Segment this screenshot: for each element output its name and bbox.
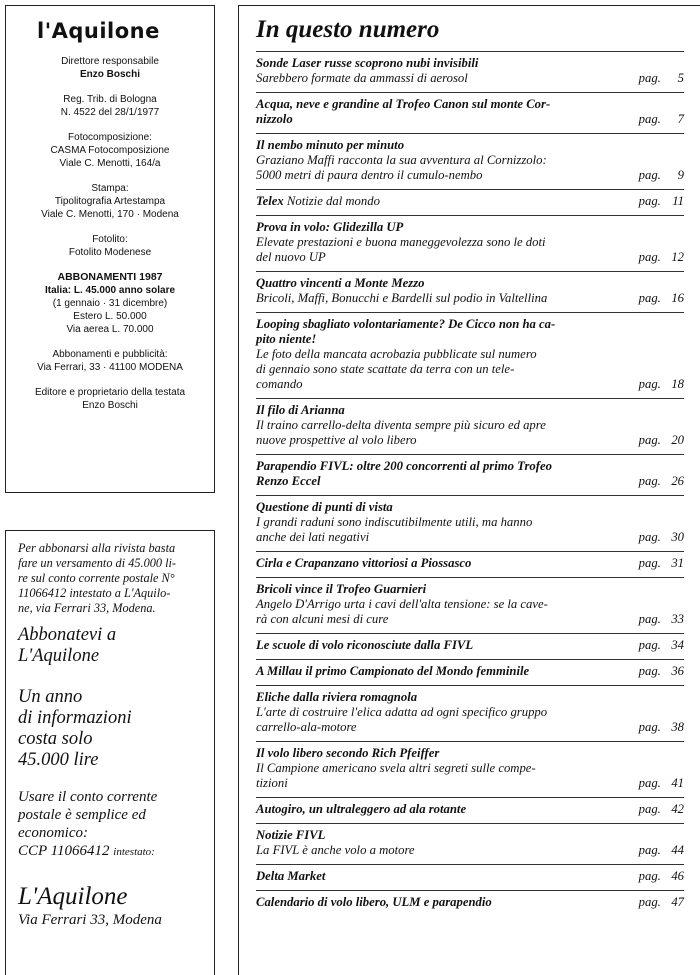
registration-line: N. 4522 del 28/1/1977 [60,107,160,118]
ad-ccp-line [18,842,214,861]
toc-entry-title: Il nembo minuto per minuto [256,138,405,152]
toc-entry-text [256,56,612,86]
registration-block [6,93,214,119]
toc-entry-line [256,433,612,448]
toc-entry-line [256,153,612,168]
contact-line: Abbonamenti e pubblicità: [52,349,168,360]
toc-page-number: 12 [671,250,684,264]
ad-ccp-suffix: intestato: [113,846,155,858]
toc-page-number: 44 [671,843,684,857]
toc-entry-text [256,317,612,392]
toc-entry-line [256,56,612,71]
toc-entry-text [256,556,612,571]
toc-entry-title: Notizie FIVL [256,828,326,842]
printing-line: Stampa: [91,183,129,194]
toc-entry-title: Questione di punti di vista [256,500,393,514]
toc-page-number: 26 [671,474,684,488]
toc-entry-title: A Millau il primo Campionato del Mondo femminile [256,664,530,678]
toc-entry-description: Sarebbero formate da ammassi di aerosol [256,71,468,85]
toc-page-number: 36 [671,664,684,678]
toc-entry-description: La FIVL è anche volo a motore [256,843,415,857]
toc-entry-description: rà con alcuni mesi di cure [256,612,389,626]
toc-entry-description: Angelo D'Arrigo urta i cavi dell'alta tensione: se la cave- [256,597,548,611]
toc-entry-line [256,664,612,679]
typesetting-line: CASMA Fotocomposizione [50,145,170,156]
toc-entry-description: Il traino carrello-delta diventa sempre più sicuro ed apre [256,418,546,432]
toc-entry-title: Sonde Laser russe scoprono nubi invisibili [256,56,479,70]
toc-entry-description: 5000 metri di paura dentro il cumulo-nembo [256,168,483,182]
toc-entry-line [256,220,612,235]
toc-entry[interactable] [256,659,684,685]
toc-entry-line [256,291,612,306]
toc-entry-title: Quattro vincenti a Monte Mezzo [256,276,425,290]
toc-entry-title: nizzolo [256,112,293,126]
toc-page-number: 20 [671,433,684,447]
toc-entry-description: anche dei lati negativi [256,530,370,544]
toc-page-ref [639,377,684,392]
typesetting-block [6,131,214,170]
toc-entry-line [256,746,612,761]
toc-entry-line [256,843,612,858]
toc-entry[interactable] [256,271,684,312]
toc-entry-line [256,347,612,362]
owner-block [6,386,214,412]
toc-entry[interactable] [256,133,684,189]
toc-page-prefix: pag. [638,377,661,391]
toc-page-prefix: pag. [638,433,661,447]
printing-line: Tipolitografia Artestampa [54,196,166,207]
toc-entry-title: Calendario di volo libero, ULM e parapendio [256,895,492,909]
toc-entry-line [256,515,612,530]
toc-entry[interactable] [256,551,684,577]
toc-page-number: 33 [671,612,684,626]
toc-entry-line [256,597,612,612]
toc-list [256,51,700,916]
toc-entry-title: Acqua, neve e grandine al Trofeo Canon sul monte Cor- [256,97,551,111]
toc-entry-line [256,556,612,571]
toc-entry-description: del nuovo UP [256,250,326,264]
ad-intro-line: Per abbonarsi alla rivista basta [18,541,176,555]
toc-entry-line [256,250,612,265]
toc-page-ref [639,612,684,627]
toc-entry-title: Le scuole di volo riconosciute dalla FIVL [256,638,474,652]
director-label: Direttore responsabile [61,56,159,67]
toc-entry-line [256,776,612,791]
toc-entry-line [256,612,612,627]
toc-entry-text [256,138,612,183]
subscription-ad-box [5,530,215,975]
photolitho-line: Fotolito: [92,234,128,245]
toc-entry[interactable] [256,454,684,495]
toc-entry-line [256,720,612,735]
toc-entry-line [256,362,612,377]
ad-intro-line: fare un versamento di 45.000 li- [18,556,177,570]
toc-entry-title: Telex [256,194,284,208]
toc-page-number: 18 [671,377,684,391]
toc-entry-description: Notizie dal mondo [283,194,380,208]
subscriptions-heading: ABBONAMENTI 1987 [57,271,163,283]
toc-entry[interactable] [256,685,684,741]
toc-entry-title: Delta Market [256,869,326,883]
toc-entry-description: L'arte di costruire l'elica adatta ad ogni specifico gruppo [256,705,548,719]
toc-entry-line [256,530,612,545]
toc-entry-line [256,138,612,153]
toc-entry-line [256,112,612,127]
toc-page-ref [639,474,684,489]
subscriptions-period: (1 gennaio · 31 dicembre) [52,298,168,309]
toc-page-prefix: pag. [638,168,661,182]
toc-entry-text [256,828,612,858]
toc-page-ref [639,112,684,127]
toc-entry-line [256,690,612,705]
toc-page-ref [639,776,684,791]
printing-block [6,182,214,221]
ad-use-line: Usare il conto corrente [18,789,158,805]
toc-entry-title: Il filo di Arianna [256,403,345,417]
subscriptions-block [6,271,214,336]
ad-intro [18,541,214,616]
toc-entry-line [256,705,612,720]
toc-page-number: 38 [671,720,684,734]
toc-page-ref [639,638,684,653]
ad-cta-line: Abbonatevi a [18,625,117,645]
toc-page-ref [639,802,684,817]
toc-page-prefix: pag. [638,895,661,909]
ad-use-line: postale è semplice ed [18,807,146,823]
toc-entry-title: Autogiro, un ultraleggero ad ala rotante [256,802,467,816]
toc-entry-title: Looping sbagliato volontariamente? De Cicco non ha ca- [256,317,556,331]
toc-page-number: 47 [671,895,684,909]
toc-entry-text [256,97,612,127]
contact-line: Via Ferrari, 33 · 41100 MODENA [37,362,183,373]
toc-page-prefix: pag. [638,291,661,305]
toc-page-prefix: pag. [638,664,661,678]
toc-entry-title: Il volo libero secondo Rich Pfeiffer [256,746,440,760]
toc-page-ref [639,664,684,679]
toc-page-number: 34 [671,638,684,652]
toc-entry-line [256,638,612,653]
toc-entry-title: Bricoli vince il Trofeo Guarnieri [256,582,427,596]
subscriptions-airmail: Via aerea L. 70.000 [66,324,154,335]
toc-entry[interactable] [256,741,684,797]
toc-page-ref [639,895,684,910]
toc-page-number: 7 [677,112,684,126]
toc-page-prefix: pag. [638,474,661,488]
toc-entry-line [256,761,612,776]
toc-entry-title: Eliche dalla riviera romagnola [256,690,418,704]
director-block [6,55,214,81]
toc-entry-title: Cirla e Crapanzano vittoriosi a Piossasco [256,556,472,570]
subscriptions-abroad: Estero L. 50.000 [73,311,147,322]
ad-call-to-action [18,625,214,667]
toc-page-number: 46 [671,869,684,883]
toc-entry-line [256,474,612,489]
toc-entry-line [256,97,612,112]
photolitho-line: Fotolito Modenese [68,247,152,258]
masthead-logo: l'Aquilone [37,19,160,43]
toc-page-prefix: pag. [638,71,661,85]
toc-page-prefix: pag. [638,720,661,734]
toc-page-number: 16 [671,291,684,305]
toc-entry-title: Renzo Eccel [256,474,321,488]
ad-intro-line: ne, via Ferrari 33, Modena. [18,601,156,615]
ad-intro-line: 11066412 intestato a L'Aquilo- [18,586,171,600]
toc-entry-description: comando [256,377,303,391]
toc-entry-line [256,317,612,332]
subscriptions-italy: Italia: L. 45.000 anno solare [44,285,176,296]
toc-entry-line [256,459,612,474]
toc-entry[interactable] [256,92,684,133]
toc-page-ref [639,720,684,735]
toc-entry-description: tizioni [256,776,288,790]
toc-entry-title: pito niente! [256,332,317,346]
toc-entry-description: Le foto della mancata acrobazia pubblicate sul numero [256,347,537,361]
toc-page-number: 31 [671,556,684,570]
ad-price-line: di informazioni [18,708,132,728]
toc-page-prefix: pag. [638,638,661,652]
toc-entry[interactable] [256,189,684,215]
toc-page-prefix: pag. [638,250,661,264]
toc-entry-line [256,500,612,515]
printing-line: Viale C. Menotti, 170 · Modena [41,209,179,220]
toc-page-prefix: pag. [638,776,661,790]
ad-price-line: costa solo [18,729,93,749]
toc-entry-description: Bricoli, Maffi, Bonucchi e Bardelli sul podio in Valtellina [256,291,548,305]
toc-page-prefix: pag. [638,556,661,570]
toc-page-ref [639,168,684,183]
toc-entry-line [256,828,612,843]
toc-entry-text [256,194,612,209]
toc-page-prefix: pag. [638,612,661,626]
toc-entry-text [256,638,612,653]
toc-entry-text [256,690,612,735]
toc-entry-line [256,403,612,418]
toc-page-prefix: pag. [638,530,661,544]
toc-page-ref [639,530,684,545]
toc-entry[interactable] [256,633,684,659]
toc-entry-description: Elevate prestazioni e buona maneggevolezza sono le doti [256,235,546,249]
toc-entry-text [256,895,612,910]
toc-entry-text [256,276,612,306]
ad-instructions [18,788,214,861]
toc-entry-line [256,418,612,433]
toc-entry-text [256,459,612,489]
toc-entry-description: di gennaio sono state scattate da terra con un tele- [256,362,515,376]
toc-entry-description: Graziano Maffi racconta la sua avventura al Cornizzolo: [256,153,547,167]
toc-entry-line [256,235,612,250]
registration-line: Reg. Trib. di Bologna [63,94,157,105]
toc-entry-title: Prova in volo: Glidezilla UP [256,220,404,234]
toc-entry-line [256,194,612,209]
toc-page-prefix: pag. [638,869,661,883]
toc-entry-line [256,71,612,86]
toc-entry-text [256,500,612,545]
toc-heading: In questo numero [256,16,440,43]
toc-entry[interactable] [256,797,684,823]
director-name: Enzo Boschi [79,69,140,80]
typesetting-line: Fotocomposizione: [68,132,152,143]
table-of-contents [238,5,700,975]
toc-page-ref [639,291,684,306]
ad-address: Via Ferrari 33, Modena [18,912,162,928]
toc-page-ref [639,843,684,858]
toc-page-ref [639,869,684,884]
owner-line: Editore e proprietario della testata [34,387,186,398]
ad-price-line: 45.000 lire [18,750,99,770]
toc-page-number: 30 [671,530,684,544]
toc-entry-line [256,332,612,347]
toc-entry-title: Parapendio FIVL: oltre 200 concorrenti al primo Trofeo [256,459,552,473]
toc-page-number: 9 [677,168,684,182]
toc-entry[interactable] [256,398,684,454]
toc-entry[interactable] [256,864,684,890]
photolitho-block [6,233,214,259]
toc-entry[interactable] [256,215,684,271]
toc-entry-text [256,869,612,884]
toc-entry[interactable] [256,495,684,551]
toc-entry-text [256,664,612,679]
toc-page-ref [639,71,684,86]
toc-entry-text [256,802,612,817]
toc-entry-line [256,582,612,597]
toc-page-number: 11 [672,194,684,208]
toc-page-prefix: pag. [638,843,661,857]
ad-intro-line: re sul conto corrente postale N° [18,571,175,585]
toc-page-number: 42 [671,802,684,816]
toc-entry-text [256,746,612,791]
owner-line: Enzo Boschi [82,400,138,411]
toc-entry[interactable] [256,312,684,398]
toc-page-ref [639,250,684,265]
toc-entry-text [256,403,612,448]
toc-entry[interactable] [256,890,684,916]
toc-page-ref [639,556,684,571]
toc-entry[interactable] [256,823,684,864]
toc-entry[interactable] [256,51,684,92]
toc-page-prefix: pag. [638,802,661,816]
ad-price-line: Un anno [18,687,83,707]
toc-entry-text [256,220,612,265]
toc-entry-line [256,869,612,884]
toc-entry-line [256,377,612,392]
toc-page-number: 5 [677,71,684,85]
toc-page-prefix: pag. [638,112,661,126]
toc-page-ref [639,194,684,209]
toc-page-prefix: pag. [638,194,661,208]
toc-entry-line [256,802,612,817]
toc-entry-line [256,276,612,291]
toc-entry-description: nuove prospettive al volo libero [256,433,417,447]
typesetting-line: Viale C. Menotti, 164/a [59,158,161,169]
toc-entry-description: Il Campione americano svela altri segreti sulle compe- [256,761,536,775]
ad-publication-name: L'Aquilone [18,883,128,910]
toc-entry[interactable] [256,577,684,633]
masthead-box [5,5,215,493]
contact-block [6,348,214,374]
ad-use-line: economico: [18,825,88,841]
ad-price [18,687,214,771]
toc-entry-text [256,582,612,627]
toc-page-ref [639,433,684,448]
ad-cta-line: L'Aquilone [18,646,100,666]
ad-ccp-number: CCP 11066412 [18,843,110,859]
toc-entry-description: carrello-ala-motore [256,720,357,734]
toc-entry-description: I grandi raduni sono indiscutibilmente utili, ma hanno [256,515,533,529]
toc-page-number: 41 [671,776,684,790]
toc-entry-line [256,895,612,910]
toc-entry-line [256,168,612,183]
